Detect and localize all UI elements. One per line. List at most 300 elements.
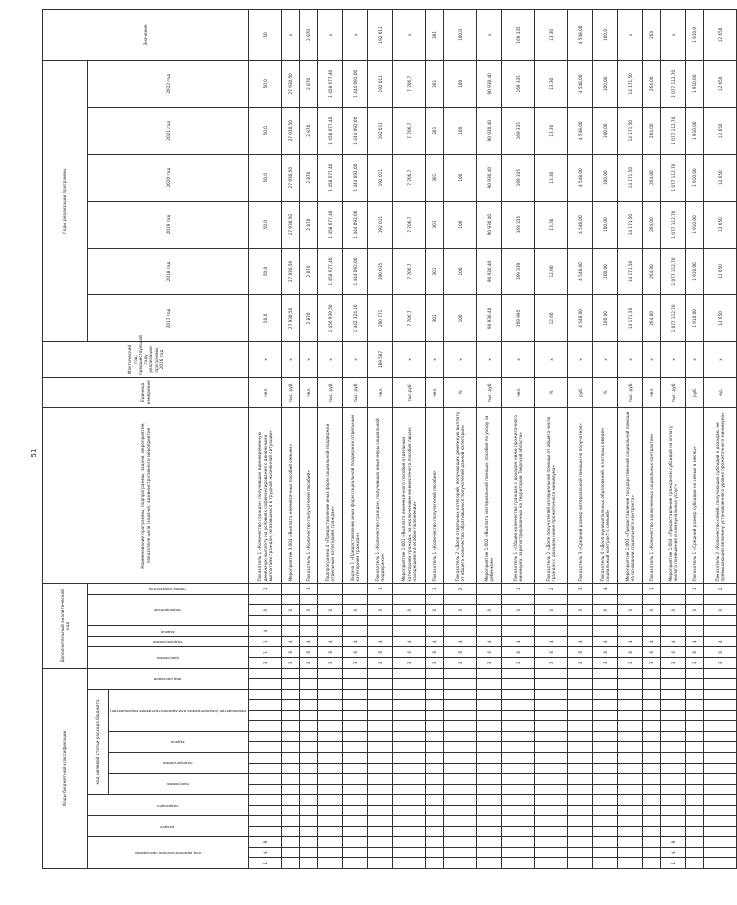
code-cell: 4 bbox=[502, 636, 535, 647]
code-cell bbox=[282, 626, 300, 637]
code-cell bbox=[282, 668, 300, 679]
code-cell bbox=[568, 721, 593, 732]
row-value-2022: 169 335 bbox=[502, 60, 535, 107]
row-name: Показатель 1 «Количество получателей пособий» bbox=[300, 408, 318, 584]
code-cell bbox=[593, 752, 618, 763]
code-cell bbox=[704, 805, 737, 816]
code-cell bbox=[318, 837, 343, 848]
code-cell bbox=[643, 795, 661, 806]
row-unit: тыс. руб. bbox=[343, 377, 368, 408]
code-cell: 0 bbox=[300, 605, 318, 616]
code-cell bbox=[444, 679, 477, 690]
code-cell bbox=[282, 721, 300, 732]
code-cell: 3 bbox=[477, 658, 502, 669]
row-fact: 189 587 bbox=[368, 342, 393, 377]
code-cell bbox=[426, 679, 444, 690]
code-cell bbox=[318, 615, 343, 626]
row-value-2017: 50,0 bbox=[249, 295, 282, 342]
row-total: х bbox=[282, 10, 300, 61]
code-cell bbox=[643, 816, 661, 827]
code-cell bbox=[502, 774, 535, 785]
code-cell bbox=[343, 795, 368, 806]
row-value-2022: 100,00 bbox=[593, 60, 618, 107]
code-cell bbox=[282, 742, 300, 753]
row-value-2021: 2 870 bbox=[300, 107, 318, 154]
code-cell bbox=[300, 752, 318, 763]
row-unit: тыс.руб. bbox=[393, 377, 426, 408]
row-total: 301 bbox=[426, 10, 444, 61]
row-value-2020: 90 930,40 bbox=[477, 154, 502, 201]
code-cell bbox=[368, 626, 393, 637]
code-cell bbox=[393, 826, 426, 837]
code-cell bbox=[343, 763, 368, 774]
row-value-2019: 27 930,50 bbox=[282, 201, 300, 248]
code-cell: 4 bbox=[593, 636, 618, 647]
code-cell bbox=[426, 858, 444, 869]
code-cell bbox=[477, 847, 502, 858]
code-cell bbox=[300, 679, 318, 690]
code-cell bbox=[643, 710, 661, 721]
row-value-2017: 100,00 bbox=[593, 295, 618, 342]
program-indicators-table bbox=[42, 9, 737, 869]
code-cell bbox=[593, 816, 618, 827]
row-value-2019: 100 bbox=[444, 201, 477, 248]
row-value-2019: 169 335 bbox=[502, 201, 535, 248]
code-cell bbox=[643, 626, 661, 637]
row-unit: чел. bbox=[643, 377, 661, 408]
code-cell: 6 bbox=[444, 647, 477, 658]
code-cell bbox=[704, 837, 737, 848]
fact-year-header: Фактический год, предшествующий году реализации программы, 2016 год bbox=[43, 342, 249, 377]
code-cell: 6 bbox=[661, 647, 686, 658]
code-cell bbox=[477, 721, 502, 732]
code-cell: 3 bbox=[282, 658, 300, 669]
row-value-2018: 90 930,40 bbox=[477, 248, 502, 295]
code-cell bbox=[343, 700, 368, 711]
code-cell bbox=[318, 795, 343, 806]
row-value-2021: 27 930,50 bbox=[282, 107, 300, 154]
code-cell bbox=[368, 752, 393, 763]
code-cell: 3 bbox=[444, 658, 477, 669]
row-unit: % bbox=[593, 377, 618, 408]
row-total: х bbox=[477, 10, 502, 61]
code-cell bbox=[444, 826, 477, 837]
code-cell: 3 bbox=[593, 658, 618, 669]
code-cell bbox=[368, 837, 393, 848]
code-cell bbox=[393, 795, 426, 806]
row-value-2019: 4 548,00 bbox=[568, 201, 593, 248]
table-row bbox=[477, 10, 502, 869]
code-cell bbox=[282, 615, 300, 626]
row-name: Показатель 2 «Количество семей, получающих субсидии к доходам, не превышающим величину установленного уровня прожиточного минимума» bbox=[704, 408, 737, 584]
table-row bbox=[643, 10, 661, 869]
code-cell bbox=[661, 689, 686, 700]
code-cell: 0 bbox=[393, 605, 426, 616]
code-cell bbox=[477, 858, 502, 869]
code-cell: 0 bbox=[704, 605, 737, 616]
code-cell bbox=[249, 721, 282, 732]
code-cell bbox=[368, 742, 393, 753]
code-cell bbox=[661, 626, 686, 637]
row-value-2017: 200 771 bbox=[368, 295, 393, 342]
code-cell bbox=[618, 721, 643, 732]
row-unit: чел. bbox=[502, 377, 535, 408]
code-cell bbox=[502, 615, 535, 626]
table-row bbox=[426, 10, 444, 869]
code-cell bbox=[368, 689, 393, 700]
code-cell bbox=[426, 731, 444, 742]
row-value-2019: 301 bbox=[426, 201, 444, 248]
code-cell bbox=[444, 805, 477, 816]
code-cell bbox=[686, 837, 704, 848]
row-total: х bbox=[393, 10, 426, 61]
code-cell bbox=[593, 763, 618, 774]
code-cell bbox=[502, 826, 535, 837]
year-2019-header: 2019 год bbox=[88, 201, 249, 248]
code-cell bbox=[618, 847, 643, 858]
code-cell bbox=[393, 774, 426, 785]
code-cell bbox=[393, 837, 426, 848]
row-value-2018: 264,00 bbox=[643, 248, 661, 295]
code-cell bbox=[593, 795, 618, 806]
code-cell: 0 bbox=[686, 605, 704, 616]
row-unit: % bbox=[444, 377, 477, 408]
code-cell bbox=[368, 731, 393, 742]
code-cell bbox=[704, 752, 737, 763]
code-cell bbox=[282, 752, 300, 763]
code-cell bbox=[535, 847, 568, 858]
row-unit: чел. bbox=[249, 377, 282, 408]
code-cell bbox=[568, 774, 593, 785]
code-cell bbox=[426, 689, 444, 700]
code-cell bbox=[282, 774, 300, 785]
code-cell bbox=[249, 784, 282, 795]
row-value-2018: 12 650 bbox=[704, 248, 737, 295]
code-cell bbox=[593, 805, 618, 816]
code-cell bbox=[368, 795, 393, 806]
row-value-2019: 50,0 bbox=[249, 201, 282, 248]
code-cell bbox=[686, 752, 704, 763]
row-value-2020: 12 650 bbox=[704, 154, 737, 201]
code-cell: 3 bbox=[300, 658, 318, 669]
row-value-2020: 4 548,00 bbox=[568, 154, 593, 201]
code-cell bbox=[393, 721, 426, 732]
code-cell bbox=[300, 847, 318, 858]
code-cell bbox=[249, 795, 282, 806]
code-cell bbox=[343, 668, 368, 679]
code-cell bbox=[704, 847, 737, 858]
row-name: Показатель 1 «Количество заключенных социальных контрактов» bbox=[643, 408, 661, 584]
code-cell bbox=[535, 679, 568, 690]
code-cell bbox=[643, 784, 661, 795]
row-name: Показатель 1 «Количество граждан, получивших единовременную денежную выплату на условиях софинансирования с денежными выплатами граждан, оказавшихся в трудной жизненной ситуации» bbox=[249, 408, 282, 584]
page-number: 51 bbox=[30, 448, 38, 458]
code-cell bbox=[368, 721, 393, 732]
row-value-2022: 27 930,50 bbox=[282, 60, 300, 107]
code-cell bbox=[343, 805, 368, 816]
code-cell bbox=[282, 679, 300, 690]
code-cell: 2 bbox=[535, 584, 568, 595]
code-cell: 4 bbox=[282, 636, 300, 647]
code-cell bbox=[502, 721, 535, 732]
code-cell bbox=[249, 615, 282, 626]
code-cell bbox=[343, 615, 368, 626]
code-cell bbox=[704, 731, 737, 742]
code-cell bbox=[300, 710, 318, 721]
row-value-2021: 100,00 bbox=[593, 107, 618, 154]
table-row bbox=[502, 10, 535, 869]
code-cell bbox=[618, 584, 643, 595]
code-cell bbox=[300, 626, 318, 637]
code-cell bbox=[318, 752, 343, 763]
row-value-2020: 27 930,50 bbox=[282, 154, 300, 201]
row-value-2021: 1 444 092,00 bbox=[343, 107, 368, 154]
code-cell: 3 bbox=[535, 658, 568, 669]
code-cell bbox=[300, 826, 318, 837]
row-unit: ед. bbox=[704, 377, 737, 408]
row-value-2022: 13,30 bbox=[535, 60, 568, 107]
code-cell bbox=[661, 805, 686, 816]
years-group-header: Годы реализации программы bbox=[43, 60, 88, 342]
code-cell bbox=[643, 774, 661, 785]
unit-header: Единица измерения bbox=[43, 377, 249, 408]
row-value-2017: 301 bbox=[426, 295, 444, 342]
code-cell: 1 bbox=[300, 584, 318, 595]
code-cell bbox=[661, 584, 686, 595]
code-cell bbox=[686, 774, 704, 785]
row-value-2021: 4 548,00 bbox=[568, 107, 593, 154]
row-value-2017: 1 442 324,10 bbox=[343, 295, 368, 342]
code-cell bbox=[282, 689, 300, 700]
code-cell bbox=[477, 700, 502, 711]
code-cell: 1 bbox=[249, 636, 282, 647]
code-cell bbox=[444, 615, 477, 626]
extra-subprogram-header: подпрограмма bbox=[88, 636, 249, 647]
row-value-2017: 12,60 bbox=[535, 295, 568, 342]
code-cell bbox=[393, 816, 426, 827]
code-cell bbox=[568, 668, 593, 679]
code-cell: 1 bbox=[686, 584, 704, 595]
row-value-2021: 301 bbox=[426, 107, 444, 154]
code-cell bbox=[686, 826, 704, 837]
code-cell bbox=[318, 858, 343, 869]
code-cell bbox=[368, 763, 393, 774]
row-value-2021: 264,00 bbox=[643, 107, 661, 154]
code-cell bbox=[368, 700, 393, 711]
code-cell bbox=[643, 837, 661, 848]
row-value-2020: 1 444 092,00 bbox=[343, 154, 368, 201]
row-value-2019: 1 077 112,70 bbox=[661, 201, 686, 248]
code-cell: 4 bbox=[661, 847, 686, 858]
row-value-2018: 1 444 092,00 bbox=[343, 248, 368, 295]
code-cell bbox=[300, 731, 318, 742]
code-cell bbox=[643, 594, 661, 605]
code-cell: 3 bbox=[643, 658, 661, 669]
event-code-header: мероприятие (подпрограмма или административное мероприятие) bbox=[109, 689, 249, 731]
code-cell bbox=[300, 795, 318, 806]
code-cell bbox=[300, 805, 318, 816]
code-cell bbox=[568, 700, 593, 711]
section-header: раздел bbox=[88, 816, 249, 837]
code-cell bbox=[249, 700, 282, 711]
code-cell bbox=[661, 679, 686, 690]
code-cell bbox=[249, 679, 282, 690]
code-cell bbox=[661, 816, 686, 827]
code-cell: 1 bbox=[661, 858, 686, 869]
code-cell bbox=[535, 858, 568, 869]
code-cell bbox=[393, 742, 426, 753]
code-cell bbox=[426, 615, 444, 626]
row-fact: х bbox=[282, 342, 300, 377]
code-cell: 3 bbox=[618, 658, 643, 669]
code-cell: 1 bbox=[643, 584, 661, 595]
code-cell: 3 bbox=[704, 658, 737, 669]
code-cell bbox=[686, 795, 704, 806]
row-value-2022: 90 930,40 bbox=[477, 60, 502, 107]
row-unit: тыс. руб. bbox=[661, 377, 686, 408]
code-cell bbox=[393, 731, 426, 742]
row-name: Мероприятие 1.001 «Выплата ежемесячного пособия отдельным категориям граждан, за исключением ежемесячного пособия лицам, находящимся в особом положении» bbox=[393, 408, 426, 584]
row-total: 100,0 bbox=[593, 10, 618, 61]
code-cell bbox=[444, 731, 477, 742]
code-cell bbox=[568, 615, 593, 626]
row-unit: руб. bbox=[686, 377, 704, 408]
code-cell bbox=[444, 742, 477, 753]
row-unit: тыс. руб. bbox=[618, 377, 643, 408]
code-cell bbox=[593, 594, 618, 605]
code-cell bbox=[704, 742, 737, 753]
row-name: Показатель 1 «Общее количество граждан с доходом ниже прожиточного минимума, зарегистрированных на территории Тверской области» bbox=[502, 408, 535, 584]
code-cell bbox=[444, 752, 477, 763]
extra-program-header: программа bbox=[88, 647, 249, 668]
code-cell: 4 bbox=[535, 636, 568, 647]
row-unit: чел. bbox=[426, 377, 444, 408]
code-cell bbox=[643, 847, 661, 858]
code-cell bbox=[593, 837, 618, 848]
code-cell bbox=[704, 774, 737, 785]
code-cell bbox=[618, 774, 643, 785]
table-row bbox=[368, 10, 393, 869]
row-value-2017: 1 456 939,50 bbox=[318, 295, 343, 342]
code-cell bbox=[282, 816, 300, 827]
code-cell bbox=[282, 784, 300, 795]
code-cell bbox=[282, 826, 300, 837]
code-cell bbox=[593, 774, 618, 785]
row-fact: х bbox=[318, 342, 343, 377]
code-cell: 6 bbox=[318, 647, 343, 658]
code-cell bbox=[300, 721, 318, 732]
row-fact: х bbox=[343, 342, 368, 377]
row-unit: тыс. руб. bbox=[318, 377, 343, 408]
code-cell bbox=[568, 731, 593, 742]
code-cell: 4 bbox=[593, 584, 618, 595]
code-cell bbox=[318, 847, 343, 858]
row-value-2017: 1 910,00 bbox=[686, 295, 704, 342]
code-cell: 8 bbox=[661, 837, 686, 848]
code-cell: 3 bbox=[249, 658, 282, 669]
code-cell bbox=[300, 689, 318, 700]
code-cell bbox=[444, 837, 477, 848]
code-cell: 3 bbox=[426, 658, 444, 669]
code-cell bbox=[343, 679, 368, 690]
code-cell bbox=[535, 626, 568, 637]
row-value-2021: 7 706,7 bbox=[393, 107, 426, 154]
code-cell bbox=[249, 752, 282, 763]
code-cell bbox=[535, 774, 568, 785]
row-name: Показатель 4 «Доля муниципальных образований, в которых введен социальный контракт с семьей» bbox=[593, 408, 618, 584]
code-cell bbox=[444, 774, 477, 785]
code-cell: 1 bbox=[426, 584, 444, 595]
code-cell bbox=[502, 742, 535, 753]
code-cell bbox=[444, 816, 477, 827]
row-name: Показатель 2 «Доля получателей материальной помощи от общего числа граждан с доходом ниже прожиточного минимума» bbox=[535, 408, 568, 584]
row-name: Мероприятие 3.004 «Выплата ежемесячных пособий семьям» bbox=[282, 408, 300, 584]
code-cell bbox=[618, 826, 643, 837]
code-cell bbox=[300, 858, 318, 869]
code-cell bbox=[444, 668, 477, 679]
code-cell bbox=[643, 731, 661, 742]
code-cell bbox=[368, 679, 393, 690]
code-cell: 3 bbox=[318, 658, 343, 669]
code-cell bbox=[249, 742, 282, 753]
code-cell: 6 bbox=[686, 647, 704, 658]
code-cell bbox=[477, 752, 502, 763]
code-cell bbox=[502, 710, 535, 721]
code-cell bbox=[426, 763, 444, 774]
code-cell bbox=[686, 763, 704, 774]
row-value-2021: 192 011 bbox=[368, 107, 393, 154]
code-cell bbox=[282, 847, 300, 858]
code-cell bbox=[535, 837, 568, 848]
code-cell bbox=[343, 858, 368, 869]
subprogram-code-header: подпрограмма bbox=[109, 752, 249, 773]
code-cell bbox=[568, 689, 593, 700]
code-cell bbox=[502, 679, 535, 690]
code-cell bbox=[661, 731, 686, 742]
code-cell bbox=[661, 700, 686, 711]
row-value-2019: 2 870 bbox=[300, 201, 318, 248]
code-cell bbox=[686, 710, 704, 721]
code-cell bbox=[318, 784, 343, 795]
code-cell: 6 bbox=[477, 647, 502, 658]
code-cell bbox=[535, 784, 568, 795]
code-cell bbox=[300, 816, 318, 827]
code-cell bbox=[426, 710, 444, 721]
code-cell: 3 bbox=[568, 584, 593, 595]
code-cell bbox=[704, 668, 737, 679]
code-cell bbox=[393, 626, 426, 637]
table-row bbox=[686, 10, 704, 869]
value-header: Значение bbox=[43, 10, 249, 61]
code-cell: 1 bbox=[502, 584, 535, 595]
row-fact: х bbox=[249, 342, 282, 377]
code-cell bbox=[568, 594, 593, 605]
row-unit: тыс. руб. bbox=[477, 377, 502, 408]
code-cell bbox=[282, 858, 300, 869]
code-cell bbox=[643, 858, 661, 869]
code-cell bbox=[343, 774, 368, 785]
code-cell bbox=[444, 700, 477, 711]
code-cell: 6 bbox=[704, 647, 737, 658]
year-2017-header: 2017 год bbox=[88, 295, 249, 342]
row-total: х bbox=[618, 10, 643, 61]
row-total: 100,0 bbox=[444, 10, 477, 61]
row-value-2017: 100 bbox=[444, 295, 477, 342]
code-cell bbox=[343, 594, 368, 605]
code-cell bbox=[477, 594, 502, 605]
extra-event-header: мероприятие bbox=[88, 594, 249, 626]
code-cell bbox=[568, 837, 593, 848]
